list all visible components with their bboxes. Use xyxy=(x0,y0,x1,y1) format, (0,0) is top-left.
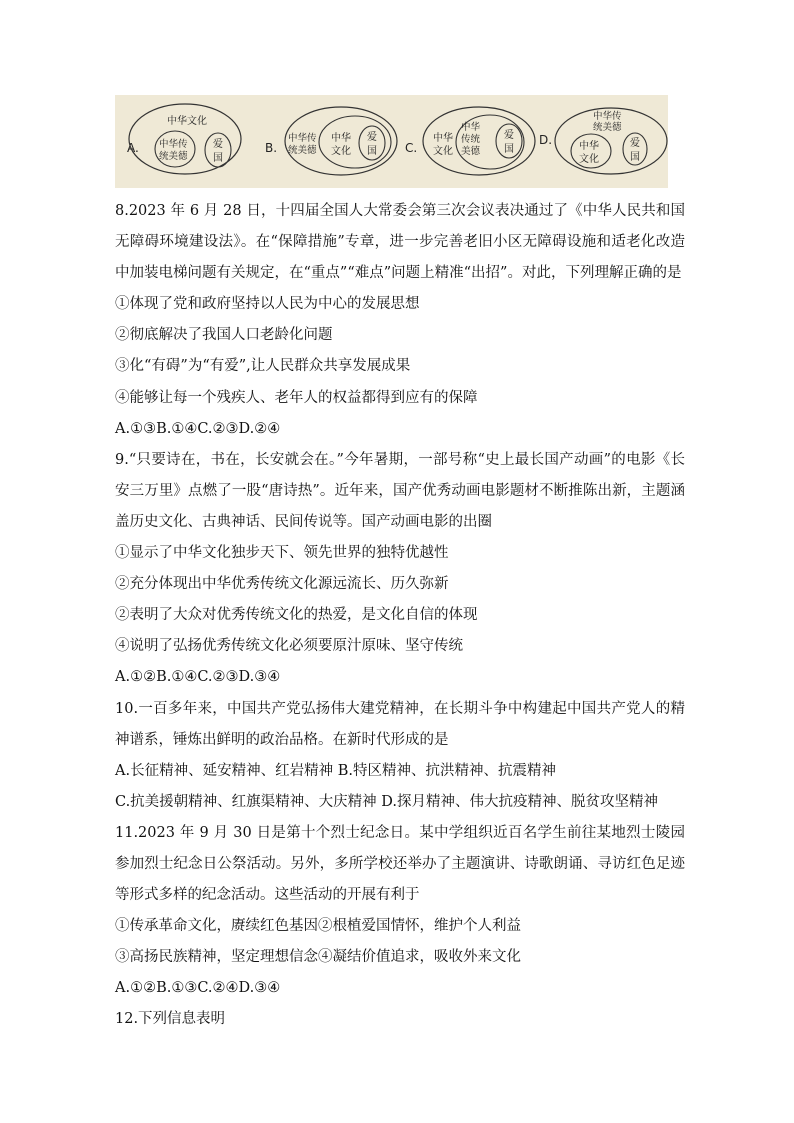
option-c-inner2-line2: 国 xyxy=(504,144,514,155)
option-c-inner1-line2: 传统 xyxy=(461,134,481,145)
q9-stem: 9.“只要诗在，书在，长安就会在。”今年暑期，一部号称“史上最长国产动画”的电影《长安三万里》点燃了一股“唐诗热”。近年来，国产优秀动画电影题材不断推陈出新，主题涵盖历史文化、古典神话、民间传说等。国产动画电影的出圈 xyxy=(115,451,685,530)
option-b-inner1-line1: 中华 xyxy=(331,133,351,144)
q10-options-line1: A.长征精神、延安精神、红岩精神 B.特区精神、抗洪精神、抗震精神 xyxy=(115,762,556,779)
option-a-inner2-line2: 国 xyxy=(213,153,223,164)
q9-item-2: ②充分体现出中华优秀传统文化源远流长、历久弥新 xyxy=(115,576,449,593)
option-a-inner1-line2: 统美德 xyxy=(159,151,188,162)
q11-answers: A.①②B.①③C.②④D.③④ xyxy=(115,980,281,997)
option-d-inner1-line2: 文化 xyxy=(579,154,599,165)
q12-stem: 12.下列信息表明 xyxy=(115,1011,226,1028)
option-d-outer-line2: 统美德 xyxy=(593,122,622,133)
q8-answers: A.①③B.①④C.②③D.②④ xyxy=(115,420,281,437)
option-d-inner2-line1: 爱 xyxy=(630,138,640,149)
option-b-inner2-line2: 国 xyxy=(367,146,377,157)
q8-item-2: ②彻底解决了我国人口老龄化问题 xyxy=(115,327,333,344)
option-c-inner1-line1: 中华 xyxy=(461,122,481,133)
option-c-outer-line1: 中华 xyxy=(433,133,453,144)
q8-item-4: ④能够让每一个残疾人、老年人的权益都得到应有的保障 xyxy=(115,389,478,406)
q8-item-3: ③化“有碍”为“有爱”,让人民群众共享发展成果 xyxy=(115,358,411,375)
option-d-diagram xyxy=(555,108,667,174)
option-d-outer-line1: 中华传 xyxy=(593,111,622,122)
q10-options-line2: C.抗美援朝精神、红旗渠精神、大庆精神 D.探月精神、伟大抗疫精神、脱贫攻坚精神 xyxy=(115,793,659,810)
option-b-diagram xyxy=(285,107,397,175)
option-c-letter: C. xyxy=(405,141,418,155)
option-b-outer-line1: 中华传 xyxy=(288,133,317,144)
option-d-inner2-line2: 国 xyxy=(630,152,640,163)
q11-stem: 11.2023 年 9 月 30 日是第十个烈士纪念日。某中学组织近百名学生前往某地烈士陵园参加烈士纪念日公祭活动。另外，多所学校还举办了主题演讲、诗歌朗诵、寻访红色足迹等形式多样的纪念活动。这些活动的开展有利于 xyxy=(115,824,685,904)
q11-items-line1: ①传承革命文化，赓续红色基因②根植爱国情怀，维护个人利益 xyxy=(115,918,521,935)
venn-diagram-svg xyxy=(115,95,668,188)
q8-stem: 8.2023 年 6 月 28 日，十四届全国人大常委会第三次会议表决通过了《中华人民共和国无障碍环境建设法》。在“保障措施”专章，进一步完善老旧小区无障碍设施和适老化改造中加装电梯问题有关规定，在“重点”“难点”问题上精准“出招”。对此，下列理解正确的是 xyxy=(115,203,685,282)
venn-diagram-options xyxy=(115,95,668,188)
option-a-diagram xyxy=(129,104,241,174)
q11-items-line2: ③高扬民族精神，坚定理想信念④凝结价值追求，吸收外来文化 xyxy=(115,949,521,966)
option-b-outer-line2: 统美德 xyxy=(288,145,317,156)
option-a-letter: A. xyxy=(127,141,139,155)
option-a-outer-label: 中华文化 xyxy=(167,116,207,127)
option-c-inner2-line1: 爱 xyxy=(504,130,514,141)
option-d-letter: D. xyxy=(539,133,553,147)
q9-item-1: ①显示了中华文化独步天下、领先世界的独特优越性 xyxy=(115,545,449,562)
option-b-inner2-line1: 爱 xyxy=(367,132,377,143)
option-b-letter: B. xyxy=(265,141,278,155)
option-c-inner1-line3: 美德 xyxy=(461,146,481,157)
q10-stem: 10.一百多年来，中国共产党弘扬伟大建党精神，在长期斗争中构建起中国共产党人的精神谱系，锤炼出鲜明的政治品格。在新时代形成的是 xyxy=(115,700,685,748)
option-a-inner1-line1: 中华传 xyxy=(159,139,188,150)
option-c-diagram xyxy=(423,107,535,175)
option-b-inner1-line2: 文化 xyxy=(331,146,351,157)
question-content xyxy=(115,196,685,1036)
option-a-inner2-line1: 爱 xyxy=(213,139,223,150)
q9-item-4: ④说明了弘扬优秀传统文化必须要原汁原味、坚守传统 xyxy=(115,638,463,655)
q9-answers: A.①②B.①④C.②③D.③④ xyxy=(115,669,281,686)
option-c-outer-line2: 文化 xyxy=(433,146,453,157)
q8-item-1: ①体现了党和政府坚持以人民为中心的发展思想 xyxy=(115,296,420,313)
q9-item-3: ②表明了大众对优秀传统文化的热爱，是文化自信的体现 xyxy=(115,607,478,624)
option-d-inner1-line1: 中华 xyxy=(579,141,599,152)
